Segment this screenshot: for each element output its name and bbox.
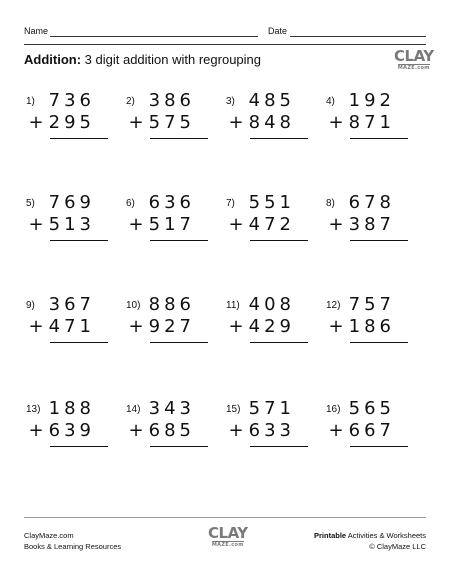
logo-clay-text: CLAY <box>394 47 434 65</box>
problem-number: 2) <box>126 96 135 107</box>
addend-bottom-row <box>229 114 295 132</box>
addend-bottom: 575 <box>148 112 195 133</box>
answer-line[interactable] <box>250 342 308 343</box>
addition-problem <box>18 398 118 454</box>
problem-number: 9) <box>26 300 35 311</box>
plus-sign: + <box>228 112 248 133</box>
addend-bottom: 667 <box>348 420 395 441</box>
addition-problem <box>318 294 418 350</box>
addend-top: 636 <box>148 192 195 213</box>
footer-copyright: © ClayMaze LLC <box>369 542 426 551</box>
addend-bottom: 871 <box>348 112 395 133</box>
answer-line[interactable] <box>250 138 308 139</box>
answer-line[interactable] <box>150 342 208 343</box>
addend-top: 188 <box>48 398 95 419</box>
addition-problem <box>18 192 118 248</box>
addition-problem <box>118 294 218 350</box>
addend-bottom: 295 <box>48 112 95 133</box>
addend-bottom: 387 <box>348 214 395 235</box>
logo-clay-text: CLAY <box>208 524 248 542</box>
plus-sign: + <box>128 316 148 337</box>
plus-sign: + <box>28 316 48 337</box>
addend-top: 571 <box>248 398 295 419</box>
problem-number: 12) <box>326 300 341 311</box>
addend-bottom: 471 <box>48 316 95 337</box>
addend-bottom-row <box>229 318 295 336</box>
worksheet-title <box>24 52 261 67</box>
addend-bottom: 639 <box>48 420 95 441</box>
plus-sign: + <box>28 214 48 235</box>
addend-top: 343 <box>148 398 195 419</box>
claymaze-logo-bottom <box>208 526 248 548</box>
answer-line[interactable] <box>50 138 108 139</box>
addend-bottom-row <box>329 114 395 132</box>
problem-number: 5) <box>26 198 35 209</box>
addend-top: 565 <box>348 398 395 419</box>
title-rest: 3 digit addition with regrouping <box>81 52 261 67</box>
plus-sign: + <box>328 112 348 133</box>
plus-sign: + <box>128 112 148 133</box>
addition-problem <box>18 294 118 350</box>
date-line[interactable] <box>290 36 426 37</box>
footer-site: ClayMaze.com <box>24 531 74 540</box>
answer-line[interactable] <box>50 240 108 241</box>
addend-bottom-row <box>129 114 195 132</box>
name-line[interactable] <box>50 36 258 37</box>
addend-top: 736 <box>48 90 95 111</box>
answer-line[interactable] <box>250 240 308 241</box>
addition-problem <box>18 90 118 146</box>
addend-bottom-row <box>229 216 295 234</box>
plus-sign: + <box>128 420 148 441</box>
addend-top: 757 <box>348 294 395 315</box>
answer-line[interactable] <box>50 446 108 447</box>
addition-problem <box>118 192 218 248</box>
addend-bottom: 186 <box>348 316 395 337</box>
addend-top: 769 <box>48 192 95 213</box>
answer-line[interactable] <box>350 138 408 139</box>
addition-problem <box>318 90 418 146</box>
plus-sign: + <box>228 420 248 441</box>
addend-bottom-row <box>29 318 95 336</box>
addend-bottom-row <box>129 216 195 234</box>
addition-problem <box>218 192 318 248</box>
addend-bottom-row <box>329 422 395 440</box>
answer-line[interactable] <box>150 240 208 241</box>
addition-problem <box>218 398 318 454</box>
addition-problem <box>318 192 418 248</box>
footer-printable <box>314 530 426 541</box>
problem-number: 7) <box>226 198 235 209</box>
addend-top: 408 <box>248 294 295 315</box>
footer-printable-rest: Activities & Worksheets <box>346 531 426 540</box>
answer-line[interactable] <box>50 342 108 343</box>
addend-top: 367 <box>48 294 95 315</box>
title-bold: Addition: <box>24 52 82 67</box>
plus-sign: + <box>28 112 48 133</box>
date-label: Date <box>268 26 288 36</box>
addend-bottom-row <box>129 318 195 336</box>
addend-bottom-row <box>29 422 95 440</box>
answer-line[interactable] <box>350 342 408 343</box>
problem-number: 10) <box>126 300 141 311</box>
answer-line[interactable] <box>150 138 208 139</box>
footer-tagline: Books & Learning Resources <box>24 542 122 551</box>
plus-sign: + <box>328 420 348 441</box>
problem-number: 8) <box>326 198 335 209</box>
addend-bottom: 685 <box>148 420 195 441</box>
problem-number: 6) <box>126 198 135 209</box>
addend-bottom-row <box>329 216 395 234</box>
logo-maze-text: MAZE.com <box>211 542 244 548</box>
footer-left <box>24 530 121 552</box>
footer-right <box>314 530 426 552</box>
logo-maze-text: MAZE.com <box>397 65 430 71</box>
name-label: Name <box>24 26 49 36</box>
addition-problem <box>118 90 218 146</box>
addition-problem <box>218 90 318 146</box>
plus-sign: + <box>228 316 248 337</box>
addend-bottom-row <box>229 422 295 440</box>
addend-bottom-row <box>29 216 95 234</box>
addend-bottom: 633 <box>248 420 295 441</box>
addition-problem <box>318 398 418 454</box>
claymaze-logo-top <box>394 49 434 71</box>
addend-top: 192 <box>348 90 395 111</box>
addend-bottom-row <box>329 318 395 336</box>
addend-top: 485 <box>248 90 295 111</box>
addend-top: 678 <box>348 192 395 213</box>
addend-bottom-row <box>29 114 95 132</box>
addend-bottom-row <box>129 422 195 440</box>
plus-sign: + <box>228 214 248 235</box>
problem-number: 11) <box>226 300 240 311</box>
footer-divider <box>24 517 426 518</box>
plus-sign: + <box>328 214 348 235</box>
problem-number: 1) <box>26 96 35 107</box>
problem-number: 16) <box>326 404 341 415</box>
plus-sign: + <box>128 214 148 235</box>
answer-line[interactable] <box>150 446 208 447</box>
addend-bottom: 429 <box>248 316 295 337</box>
answer-line[interactable] <box>250 446 308 447</box>
addend-bottom: 927 <box>148 316 195 337</box>
addition-problem <box>118 398 218 454</box>
problem-number: 13) <box>26 404 41 415</box>
answer-line[interactable] <box>350 240 408 241</box>
answer-line[interactable] <box>350 446 408 447</box>
addend-bottom: 513 <box>48 214 95 235</box>
problem-number: 14) <box>126 404 141 415</box>
footer-printable-bold: Printable <box>314 531 347 540</box>
addend-bottom: 517 <box>148 214 195 235</box>
plus-sign: + <box>28 420 48 441</box>
plus-sign: + <box>328 316 348 337</box>
addend-bottom: 472 <box>248 214 295 235</box>
problem-number: 3) <box>226 96 235 107</box>
problem-number: 15) <box>226 404 241 415</box>
addend-top: 386 <box>148 90 195 111</box>
addend-bottom: 848 <box>248 112 295 133</box>
problem-number: 4) <box>326 96 335 107</box>
addend-top: 886 <box>148 294 195 315</box>
addition-problem <box>218 294 318 350</box>
addend-top: 551 <box>248 192 295 213</box>
header-divider <box>24 44 426 45</box>
